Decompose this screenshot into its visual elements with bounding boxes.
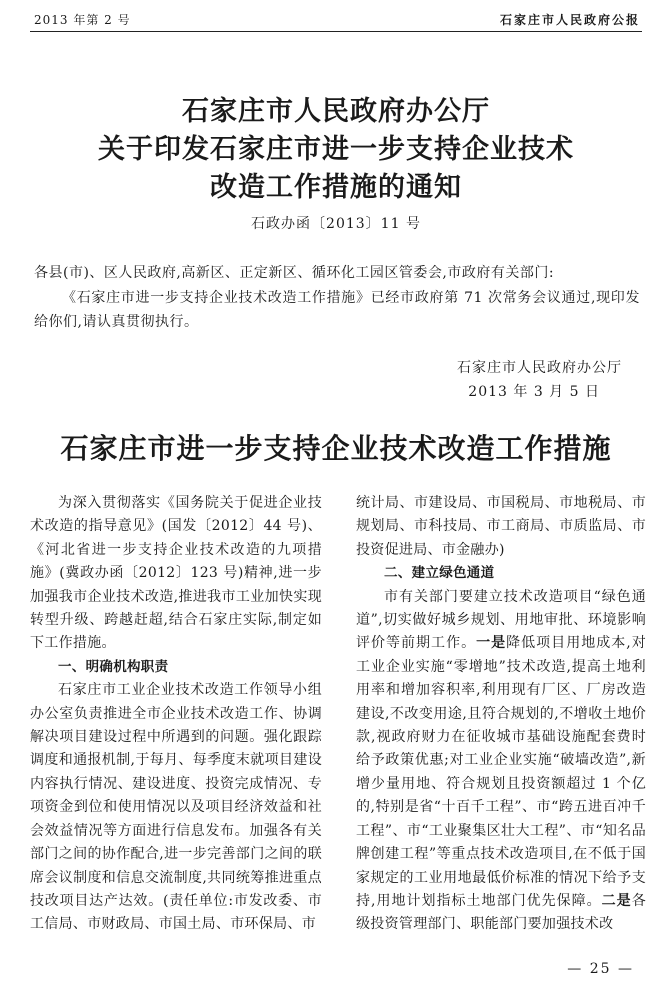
notice-body: 《石家庄市进一步支持企业技术改造工作措施》已经市政府第 71 次常务会议通过,现印发给你们,请认真贯彻执行。 — [34, 290, 640, 330]
header-rule — [30, 31, 642, 32]
text-column-right — [356, 492, 646, 937]
issue-label: 2013 年第 2 号 — [34, 13, 131, 27]
measures-title: 石家庄市进一步支持企业技术改造工作措施 — [60, 432, 612, 465]
page-header — [0, 0, 672, 36]
section-2-text-b: 降低项目用地成本,对工业企业实施“零增地”技术改造,提高土地利用率和增加容积率,利用现有厂区、厂房改造建设,不改变用途,且符合规划的,不增收土地价款,视政府财力在征收城市基础设施配套费时给予政策优惠;对工业企业实施“破墙改造”,新增少量用地、符合规划且投资额超过 1 个亿的,特别是省“十百千工程”、市“跨五进百冲千工程”、市“工业聚集区壮大工程”、市“知名品牌创建工程”等重点技术改造项目,在不低于国家规定的工业用地最低价标准的情况下给予支持,用地计划指标土地部门优先保障。 — [356, 635, 646, 909]
section-2-text-c: 各级投资管理部门、职能部门要加强技术改 — [356, 892, 646, 933]
section-1-heading: 一、明确机构职责 — [58, 658, 169, 675]
section-1-text-continued: 统计局、市建设局、市国税局、市地税局、市规划局、市科技局、市工商局、市质监局、市投资促进局、市金融办) — [356, 495, 646, 558]
addressees: 各县(市)、区人民政府,高新区、正定新区、循环化工园区管委会,市政府有关部门: — [34, 265, 555, 281]
preamble: 为深入贯彻落实《国务院关于促进企业技术改造的指导意见》(国发〔2012〕44 号)、《河北省进一步支持企业技术改造的九项措施》(冀政办函〔2012〕123 号)精神,进一步加强我市企业技术改造,推进我市工业加快实现转型升级、跨越赶超,结合石家庄实际,制定如下工作措施。 — [30, 495, 322, 652]
notice-title-line-2: 关于印发石家庄市进一步支持企业技术 — [98, 134, 574, 165]
section-2-point-2-marker: 二是 — [601, 892, 632, 909]
issue-date: 2013 年 3 月 5 日 — [468, 384, 600, 400]
publication-name: 石家庄市人民政府公报 — [499, 13, 640, 27]
section-2-heading: 二、建立绿色通道 — [384, 565, 495, 582]
page-number: — 25 — — [567, 961, 634, 977]
text-column-left — [30, 492, 322, 937]
notice-title-line-3: 改造工作措施的通知 — [210, 172, 462, 203]
section-1-text: 石家庄市工业企业技术改造工作领导小组办公室负责推进全市企业技术改造工作、协调解决项目建设过程中所遇到的问题。强化跟踪调度和通报机制,于每月、每季度末就项目建设内容执行情况、建设进度、投资完成情况、专项资金到位和使用情况以及项目经济效益和社会效益情况等方面进行信息发布。加强各有关部门之间的协作配合,进一步完善部门之间的联席会议制度和信息交流制度,共同统筹推进重点技改项目达产达效。(责任单位:市发改委、市工信局、市财政局、市国土局、市环保局、市 — [30, 682, 322, 933]
signature: 石家庄市人民政府办公厅 — [457, 360, 622, 376]
section-2-point-1-marker: 一是 — [476, 635, 507, 652]
notice-title-line-1: 石家庄市人民政府办公厅 — [182, 96, 490, 127]
section-2-text-a: 市有关部门要建立技术改造项目“绿色通道”,切实做好城乡规划、用地审批、环境影响评价等前期工作。 — [356, 588, 646, 652]
document-number: 石政办函〔2013〕11 号 — [251, 216, 421, 232]
section-2-text — [356, 586, 646, 937]
